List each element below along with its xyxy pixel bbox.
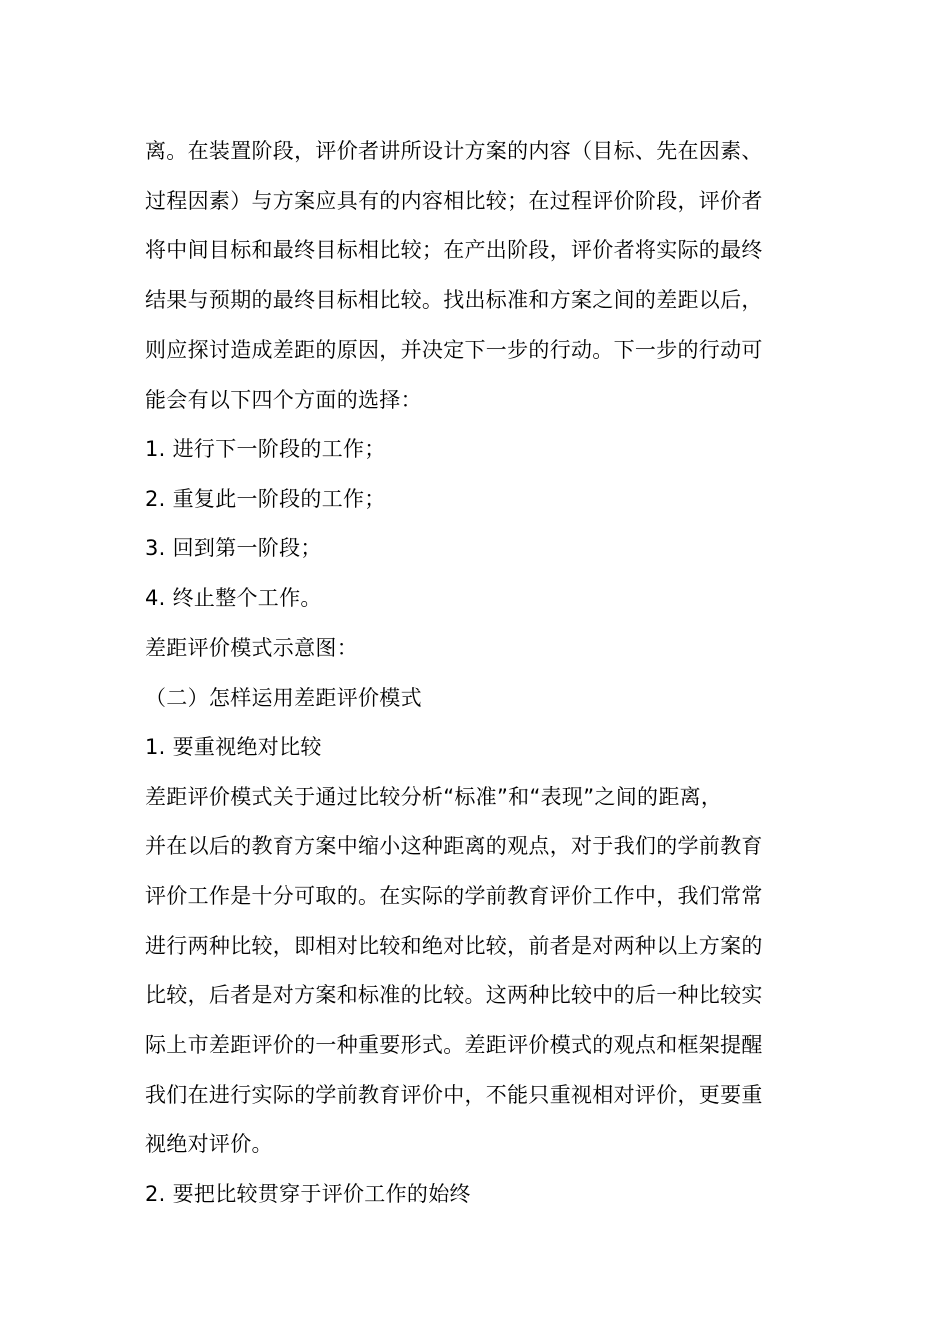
paragraph-line: 视绝对评价。 bbox=[145, 1132, 273, 1156]
list-item: 1. 进行下一阶段的工作； bbox=[145, 437, 386, 461]
paragraph-line: 差距评价模式关于通过比较分析“标准”和“表现”之间的距离， bbox=[145, 785, 723, 809]
paragraph-line: 比较，后者是对方案和标准的比较。这两种比较中的后一种比较实 bbox=[145, 983, 763, 1007]
paragraph-line: 离。在装置阶段，评价者讲所设计方案的内容（目标、先在因素、 bbox=[145, 139, 763, 163]
paragraph-line: 进行两种比较，即相对比较和绝对比较，前者是对两种以上方案的 bbox=[145, 934, 763, 958]
list-item: 2. 重复此一阶段的工作； bbox=[145, 487, 386, 511]
paragraph-line: 评价工作是十分可取的。在实际的学前教育评价工作中，我们常常 bbox=[145, 884, 763, 908]
subsection-heading: 2. 要把比较贯穿于评价工作的始终 bbox=[145, 1182, 471, 1206]
figure-caption: 差距评价模式示意图： bbox=[145, 636, 358, 660]
list-item: 3. 回到第一阶段； bbox=[145, 536, 322, 560]
paragraph-line: 际上市差距评价的一种重要形式。差距评价模式的观点和框架提醒 bbox=[145, 1033, 763, 1057]
paragraph-line: 结果与预期的最终目标相比较。找出标准和方案之间的差距以后， bbox=[145, 288, 763, 312]
section-heading: （二）怎样运用差距评价模式 bbox=[145, 686, 422, 710]
paragraph-line: 并在以后的教育方案中缩小这种距离的观点，对于我们的学前教育 bbox=[145, 834, 763, 858]
paragraph-line: 则应探讨造成差距的原因，并决定下一步的行动。下一步的行动可 bbox=[145, 338, 763, 362]
paragraph-line: 我们在进行实际的学前教育评价中，不能只重视相对评价，更要重 bbox=[145, 1083, 763, 1107]
paragraph-line: 将中间目标和最终目标相比较；在产出阶段，评价者将实际的最终 bbox=[145, 238, 763, 262]
paragraph-line: 过程因素）与方案应具有的内容相比较；在过程评价阶段，评价者 bbox=[145, 189, 763, 213]
paragraph-line: 能会有以下四个方面的选择： bbox=[145, 388, 422, 412]
list-item: 4. 终止整个工作。 bbox=[145, 586, 322, 610]
subsection-heading: 1. 要重视绝对比较 bbox=[145, 735, 322, 759]
